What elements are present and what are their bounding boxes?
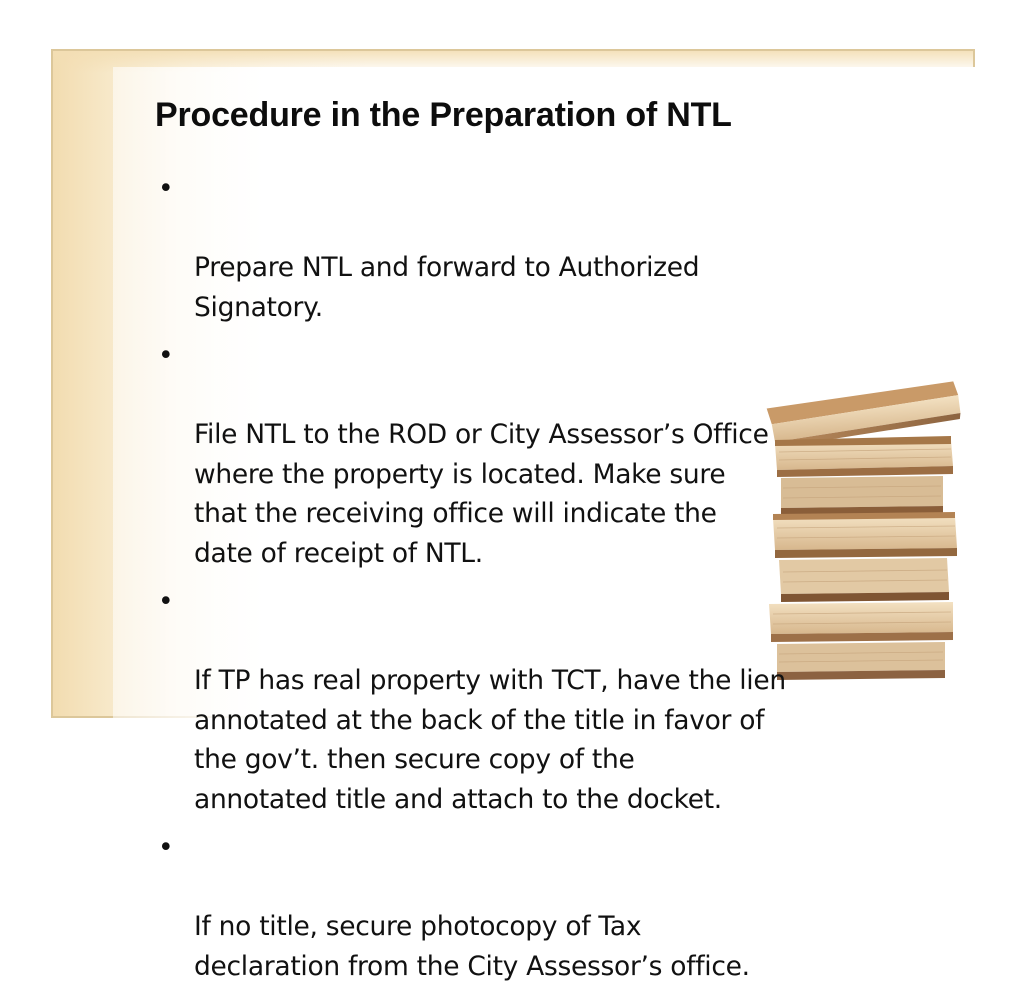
bullet-text: If no title, secure photocopy of Tax declaration from the City Assessor’s office. <box>194 911 750 982</box>
bullet-marker: • <box>158 173 174 204</box>
bullet-marker: • <box>158 586 174 617</box>
bullet-text: File NTL to the ROD or City Assessor’s Office where the property is located. Make sure that the receiving office will indicate the date of receipt of NTL. <box>194 419 769 569</box>
bullet-marker: • <box>158 832 174 863</box>
bullet-list <box>156 169 946 995</box>
bullet-marker: • <box>158 340 174 371</box>
bullet-item <box>156 582 946 819</box>
bullet-item <box>156 828 946 986</box>
bullet-item <box>156 169 946 327</box>
bullet-text: If TP has real property with TCT, have the lien annotated at the back of the title in favor of the gov’t. then secure copy of the annotated title and attach to the docket. <box>194 665 786 815</box>
bullet-text: Prepare NTL and forward to Authorized Signatory. <box>194 252 700 323</box>
bullet-item <box>156 336 946 573</box>
slide-title: Procedure in the Preparation of NTL <box>155 96 732 134</box>
